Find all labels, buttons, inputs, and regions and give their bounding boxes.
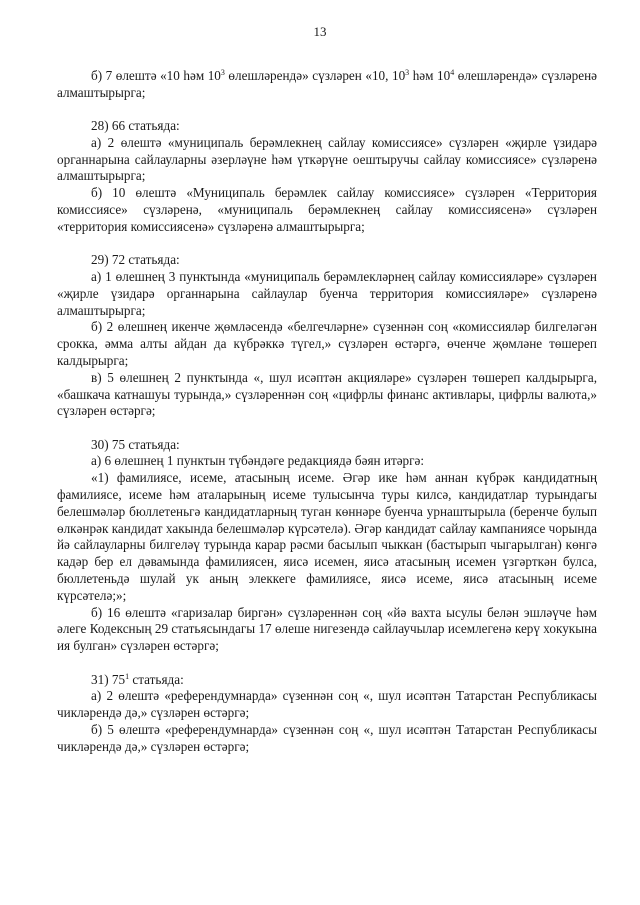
section-heading-30: 30) 75 статьяда: [91,436,180,452]
paragraph-gap [57,420,597,437]
section-heading-31: 31) $75^1$ статьяда: [91,671,184,687]
quoted-paragraph-30: «1) фамилиясе, исеме, атасының исеме. Әгәр ике һәм аннан күбрәк кандидатның фамилиясе, исеме һәм аталарының исеме тулысынча туры килсә, кандидатлар турындагы белешмәләр бюллетеньгә кандидатларның туган көннәре буенча урнаштырыла (беренче булып өлкәнрәк кандидат хакында белешмәләр күрсәтелә). Әгәр кандидат сайлау кампаниясе чорында йә сайлауларны билгеләү турында карар рәсми басылып чыккан (бастырып чыгарылган) көнгә кадәр бер ел дәвамында фамилиясен, яисә исемен, яисә атасының исемен үзгәрткән булса, бюллетеньдә шулай ук аның элеккеге фамилиясе, яисә исеме, яисә атасының исеме күрсәтелә;»; [57,470,597,603]
paragraph-item-a-31: а) 2 өлештә «референдумнарда» сүзеннән соң «, шул исәптән Татарстан Республикасы чикләрендә дә,» сүзләрен өстәргә; [57,688,597,721]
paragraph-gap [57,655,597,672]
paragraph-item-b-30: б) 16 өлештә «гаризалар биргән» сүзләреннән соң «йә вахта ысулы белән эшләүче һәм әлеге Кодексның 29 статьясындагы 17 өлеше нигезендә сайлаучылар исемлегенә керү хокукына ия булган» сүзләрен өстәргә; [57,604,597,654]
paragraph-gap [57,236,597,253]
paragraph-item-b-7: б) 7 өлештә «10 һәм $10^3$ өлешләрендә» сүзләрен «10, $10^3$ һәм $10^4$ өлешләрендә» сүзләренә алмаштырырга; [57,68,598,100]
paragraph-item-b-29: б) 2 өлешнең икенче җөмләсендә «белгечләрне» сүзеннән соң «комиссияләр билгеләгән срокка, әмма алты айдан да күбрәккә түгел,» сүзләрен өстәргә, өченче җөмләне төшереп калдырырга; [57,319,597,368]
paragraph-gap [57,102,597,119]
section-heading-29: 29) 72 статьяда: [91,252,180,268]
section-heading-28: 28) 66 статьяда: [91,118,180,134]
document-body [57,68,597,755]
paragraph-item-v-29: в) 5 өлешнең 2 пунктында «, шул исәптән акцияләре» сүзләрен төшереп калдырырга, «башкача катнашуы турында,» сүзләреннән соң «цифрлы финанс активлары, цифрлы валюта,» сүзләрен өстәргә; [57,369,597,419]
paragraph-item-a-28: а) 2 өлештә «муниципаль берәмлекнең сайлау комиссиясе» сүзләрен «җирле үзидарә органнарына сайлауларны әзерләүне һәм үткәрүне оештыручы сайлау комиссиясе» сүзләренә алмаштырырга; [57,134,597,184]
paragraph-item-a-30: а) 6 өлешнең 1 пунктын түбәндәге редакциядә бәян итәргә: [91,453,425,469]
paragraph-item-b-28: б) 10 өлештә «Муниципаль берәмлек сайлау комиссиясе» сүзләрен «Территория комиссиясе» сүзләренә, «муниципаль берәмлекнең сайлау комиссиясенә» сүзләрен «территория комиссиясенә» сүзләренә алмаштырырга; [57,185,597,234]
page-number: 13 [313,24,327,39]
paragraph-item-b-31: б) 5 өлештә «референдумнарда» сүзеннән соң «, шул исәптән Татарстан Республикасы чикләрендә дә,» сүзләрен өстәргә; [57,721,597,754]
paragraph-item-a-29: а) 1 өлешнең 3 пунктында «муниципаль берәмлекләрнең сайлау комиссияләре» сүзләрен «җирле үзидарә органнарына сайлаулар буенча территория комиссияләре» сүзләренә алмаштырырга; [57,268,597,318]
